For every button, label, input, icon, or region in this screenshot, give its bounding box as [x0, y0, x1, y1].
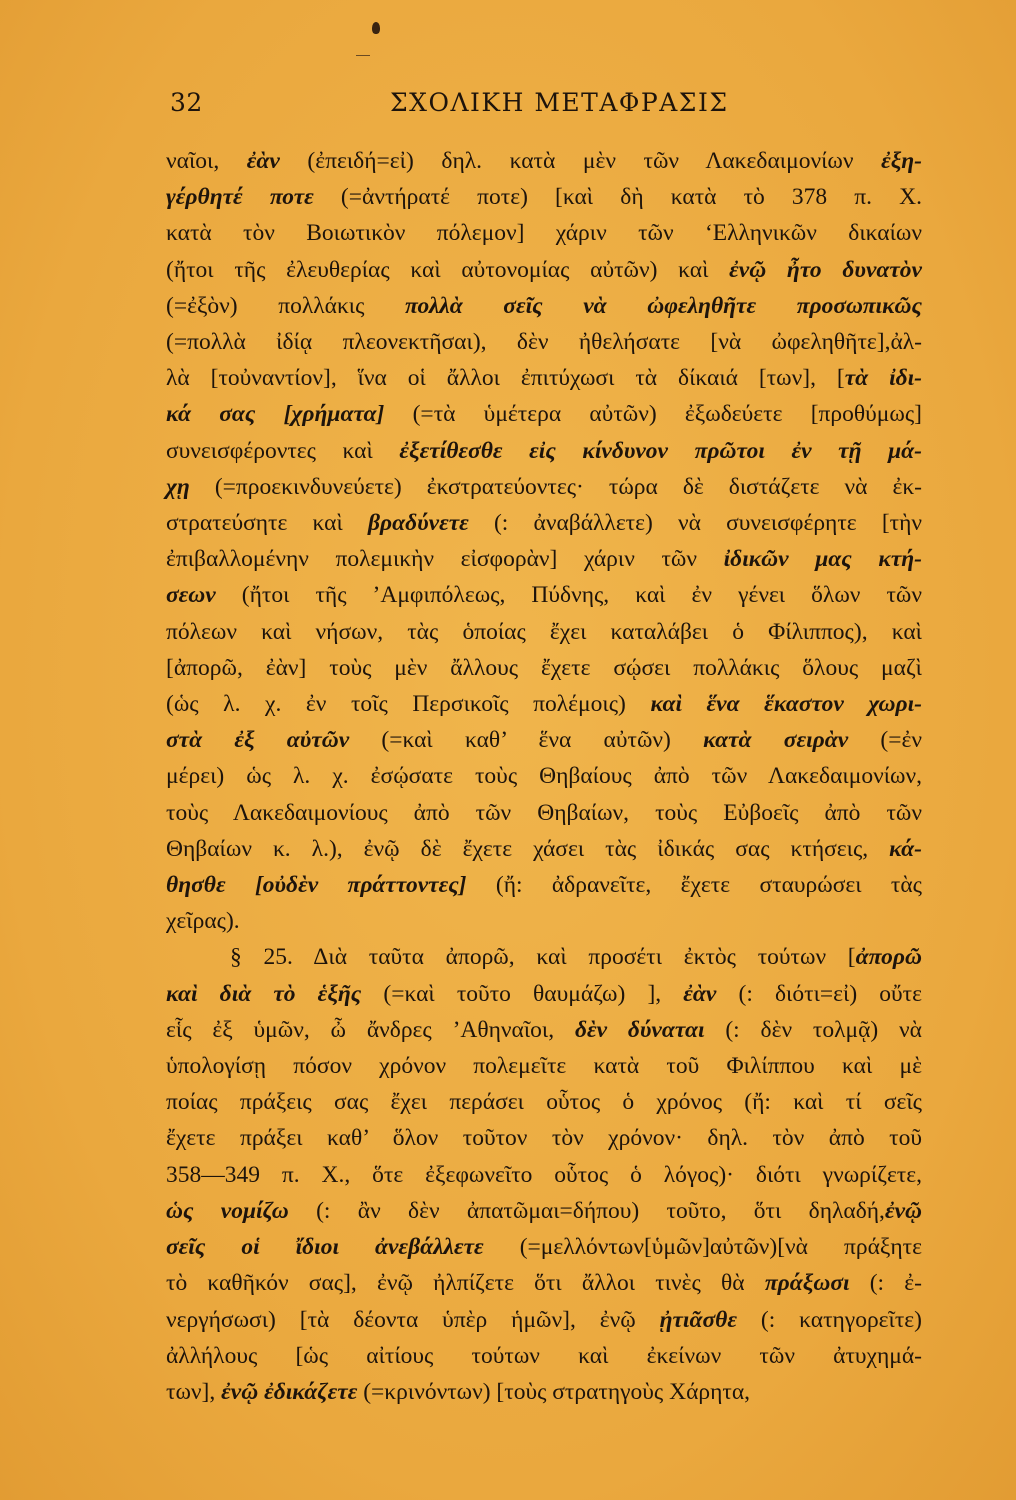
text-run: 358—349 π. Χ., ὅτε ἐξεφωνεῖτο οὗτος ὁ λόγος)· διότι γνωρίζετε,: [166, 1161, 922, 1188]
text-run: (=μελλόντων[ὑμῶν]αὐτῶν)[νὰ πράξητε: [483, 1234, 922, 1261]
text-run: χεῖρας).: [166, 908, 240, 935]
text-line: [166, 614, 922, 650]
text-run: (: δὲν τολμᾷ) νὰ: [704, 1016, 922, 1043]
emphasized-phrase: δὲν δύναται: [574, 1016, 705, 1043]
text-run: (: κατηγορεῖτε): [736, 1306, 922, 1333]
text-line: [166, 288, 922, 324]
text-run: (=πολλὰ ἰδίᾳ πλεονεκτῆσαι), δὲν ἠθελήσατε [νὰ ὠφεληθῆτε],ἀλ-: [166, 329, 922, 356]
text-run: εἷς ἐξ ὑμῶν, ὦ ἄνδρες ’Αθηναῖοι,: [166, 1016, 575, 1043]
text-line: [166, 505, 922, 541]
text-line: [166, 143, 922, 179]
emphasized-phrase: ἰδικῶν μας κτή-: [723, 546, 923, 573]
running-title: ΣΧΟΛΙΚΗ ΜΕΤΑΦΡΑΣΙΣ: [390, 88, 729, 117]
text-line: [166, 1084, 922, 1120]
emphasized-phrase: ἐὰν: [246, 148, 280, 174]
emphasized-phrase: καὶ διὰ τὸ ἑξῆς: [166, 980, 362, 1007]
text-run: (: διότι=εἰ) οὔτε: [716, 980, 922, 1007]
emphasized-phrase: θησθε [οὐδὲν πράττοντες]: [166, 872, 467, 899]
text-run: (ὡς λ. χ. ἐν τοῖς Περσικοῖς πολέμοις): [166, 691, 651, 718]
emphasized-phrase: πράξωσι: [764, 1270, 850, 1297]
text-run: (=καὶ καθ’ ἕνα αὐτῶν): [349, 727, 704, 754]
text-run: ἔχετε πράξει καθ’ ὅλον τοῦτον τὸν χρόνον· δηλ. τὸν ἀπὸ τοῦ: [166, 1125, 922, 1152]
text-line: [166, 722, 922, 758]
text-run: (ἤτοι τῆς ἐλευθερίας καὶ αὐτονομίας αὐτῶν) καὶ: [166, 256, 730, 283]
text-line: [166, 1229, 922, 1265]
text-run: τὸ καθῆκόν σας], ἐνῷ ἠλπίζετε ὅτι ἄλλοι τινὲς θὰ: [166, 1270, 765, 1297]
text-run: νεργήσωσι) [τὰ δέοντα ὑπὲρ ἡμῶν], ἐνῷ: [166, 1306, 660, 1333]
text-line: [166, 324, 922, 360]
emphasized-phrase: ᾐτιᾶσθε: [659, 1306, 737, 1333]
text-run: μέρει) ὡς λ. χ. ἐσῴσατε τοὺς Θηβαίους ἀπὸ τῶν Λακεδαιμονίων,: [166, 763, 922, 790]
text-run: (ἤ: ἀδρανεῖτε, ἔχετε σταυρώσει τὰς: [466, 872, 922, 899]
text-run: (=προεκινδυνεύετε) ἐκστρατεύοντες· τώρα δὲ διστάζετε νὰ ἐκ-: [189, 473, 922, 500]
emphasized-phrase: ἐξη-: [881, 148, 922, 174]
text-run: (=καὶ τοῦτο θαυμάζω) ],: [361, 980, 684, 1007]
text-run: ὑπολογίσῃ πόσον χρόνον πολεμεῖτε κατὰ τοῦ Φιλίππου καὶ μὲ: [166, 1053, 922, 1080]
text-line: [166, 1302, 922, 1338]
text-line: [166, 867, 922, 903]
text-line: [166, 795, 922, 831]
text-run: (ἤτοι τῆς ’Αμφιπόλεως, Πύδνης, καὶ ἐν γένει ὅλων τῶν: [215, 582, 922, 609]
text-line: [166, 1193, 922, 1229]
text-line: [166, 1012, 922, 1048]
text-run: (: ἂν δὲν ἀπατῶμαι=δήπου) τοῦτο, ὅτι δηλαδή,: [288, 1197, 885, 1224]
page-header: [170, 88, 910, 122]
emphasized-phrase: σεῖς οἱ ἴδιοι ἀνεβάλλετε: [166, 1234, 484, 1261]
text-run: κατὰ τὸν Βοιωτικὸν πόλεμον] χάριν τῶν ‘Ελληνικῶν δικαίων: [166, 220, 922, 247]
emphasized-phrase: κατὰ σειρὰν: [703, 727, 849, 754]
text-run: (ἐπειδή=εἰ) δηλ. κατὰ μὲν τῶν Λακεδαιμονίων: [279, 148, 882, 174]
text-line: [166, 215, 922, 251]
emphasized-phrase: ἀπορῶ: [855, 944, 922, 971]
text-line: [166, 577, 922, 613]
text-line: [166, 1338, 922, 1374]
text-line: [166, 1265, 922, 1301]
ink-dash: [356, 55, 370, 56]
text-run: [ἀπορῶ, ἐὰν] τοὺς μὲν ἄλλους ἔχετε σῴσει πολλάκις ὅλους μαζὶ: [166, 654, 922, 681]
text-line: [166, 541, 922, 577]
text-run: τοὺς Λακεδαιμονίους ἀπὸ τῶν Θηβαίων, τοὺς Εὐβοεῖς ἀπὸ τῶν: [166, 799, 922, 826]
commentary-text: [166, 143, 922, 1410]
emphasized-phrase: ὡς νομίζω: [166, 1197, 289, 1224]
text-run: (: ἀναβάλλετε) νὰ συνεισφέρητε [τὴν: [468, 510, 922, 537]
page-number: 32: [170, 88, 203, 117]
text-line: [166, 360, 922, 396]
text-run: λὰ [τοὐναντίον], ἵνα οἱ ἄλλοι ἐπιτύχωσι τὰ δίκαιά [των], [: [166, 365, 845, 392]
text-line: [166, 469, 922, 505]
emphasized-phrase: στὰ ἐξ αὐτῶν: [166, 727, 350, 754]
emphasized-phrase: ἐξετίθεσθε εἰς κίνδυνον πρῶτοι ἐν τῇ μά-: [399, 437, 922, 464]
text-run: Θηβαίων κ. λ.), ἐνῷ δὲ ἔχετε χάσει τὰς ἰδικάς σας κτήσεις,: [166, 835, 890, 862]
text-run: (=κρινόντων) [τοὺς στρατηγοὺς Χάρητα,: [357, 1378, 751, 1405]
text-run: των],: [166, 1378, 222, 1405]
emphasized-phrase: ἐὰν: [683, 980, 717, 1007]
emphasized-phrase: ἐνῷ: [884, 1197, 923, 1224]
text-run: (=ἀντήρατέ ποτε) [καὶ δὴ κατὰ τὸ 378 π. Χ.: [313, 184, 922, 211]
emphasized-phrase: σεων: [166, 582, 216, 609]
text-run: § 25. Διὰ ταῦτα ἀπορῶ, καὶ προσέτι ἐκτὸς τούτων [: [230, 944, 856, 971]
text-line: [166, 433, 922, 469]
text-run: ναῖοι,: [166, 148, 247, 174]
text-line: [166, 1120, 922, 1156]
text-line: [166, 686, 922, 722]
text-run: (=τὰ ὑμέτερα αὐτῶν) ἐξωδεύετε [προθύμως]: [384, 401, 922, 428]
text-run: συνεισφέροντες καὶ: [166, 437, 400, 464]
text-line: [166, 252, 922, 288]
ink-spot: [372, 22, 380, 34]
text-line: [166, 976, 922, 1012]
text-run: πόλεων καὶ νήσων, τὰς ὁποίας ἔχει καταλάβει ὁ Φίλιππος), καὶ: [166, 618, 922, 645]
text-run: (=ἐξὸν) πολλάκις: [166, 292, 406, 319]
emphasized-phrase: πολλὰ σεῖς νὰ ὠφεληθῆτε προσωπικῶς: [405, 292, 922, 319]
text-run: στρατεύσητε καὶ: [166, 510, 368, 537]
text-line: [166, 758, 922, 794]
text-run: ἀλλήλους [ὡς αἰτίους τούτων καὶ ἐκείνων τῶν ἀτυχημά-: [166, 1342, 922, 1369]
emphasized-phrase: ἐνῷ ἐδικάζετε: [221, 1378, 358, 1405]
emphasized-phrase: χῃ: [166, 473, 190, 500]
text-line: [166, 179, 922, 215]
emphasized-phrase: κά-: [889, 835, 922, 862]
text-line: [166, 831, 922, 867]
emphasized-phrase: γέρθητέ ποτε: [166, 184, 314, 211]
text-line: [166, 939, 922, 975]
text-line: [166, 1157, 922, 1193]
emphasized-phrase: κά σας [χρήματα]: [166, 401, 385, 428]
emphasized-phrase: τὰ ἰδι-: [844, 365, 922, 392]
text-line: [166, 1048, 922, 1084]
text-run: ἐπιβαλλομένην πολεμικὴν εἰσφορὰν] χάριν τῶν: [166, 546, 724, 573]
text-line: [166, 650, 922, 686]
emphasized-phrase: βραδύνετε: [367, 510, 469, 537]
emphasized-phrase: ἐνῷ ἦτο δυνατὸν: [729, 256, 922, 283]
text-line: [166, 1374, 922, 1410]
text-run: (=ἐν: [848, 727, 923, 754]
emphasized-phrase: καὶ ἕνα ἕκαστον χωρι-: [650, 691, 922, 718]
text-run: ποίας πράξεις σας ἔχει περάσει οὗτος ὁ χρόνος (ἤ: καὶ τί σεῖς: [166, 1089, 922, 1116]
text-run: (: ἐ-: [849, 1270, 922, 1297]
text-line: [166, 903, 922, 939]
text-line: [166, 396, 922, 432]
